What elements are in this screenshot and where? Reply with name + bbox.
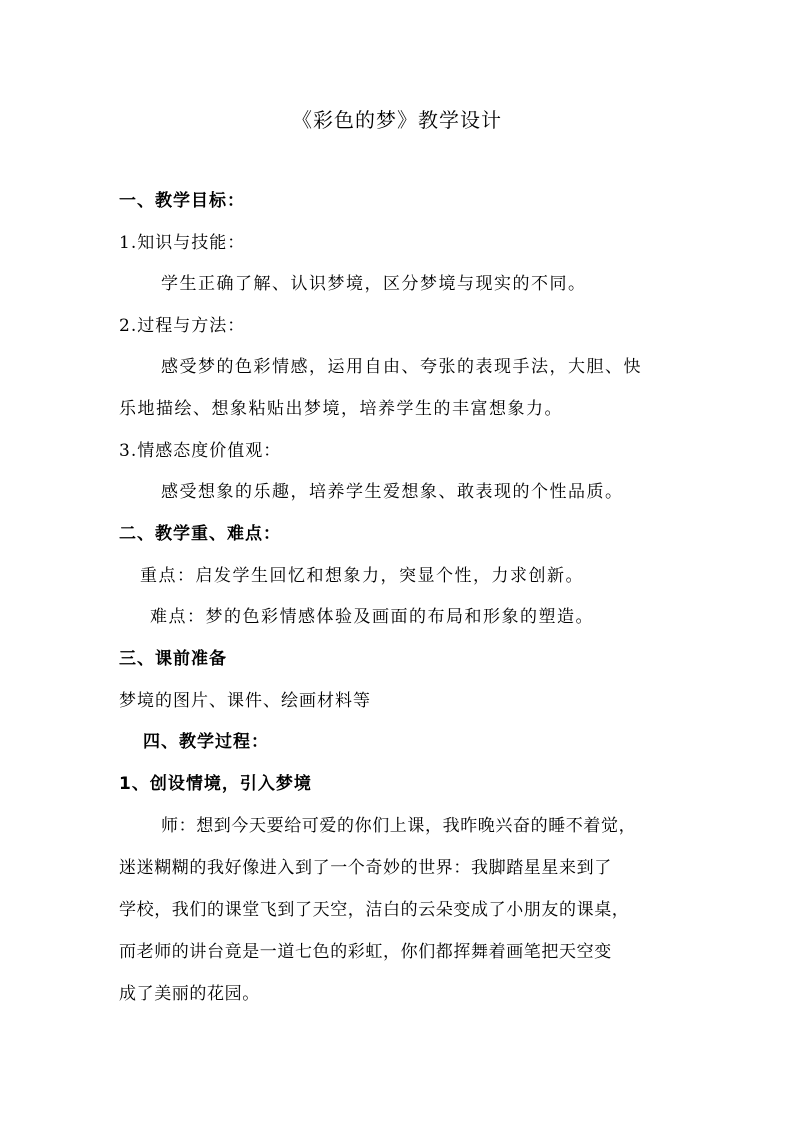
section-heading-objectives: 一、教学目标： [119,191,245,211]
section-heading-key-points: 二、教学重、难点： [119,524,281,544]
objective-1-label: 1.知识与技能： [119,233,246,253]
step-1-heading: 1、创设情境，引入梦境 [119,774,312,794]
key-point-text: 重点：启发学生回忆和想象力，突显个性，力求创新。 [140,566,584,586]
difficulty-text: 难点：梦的色彩情感体验及画面的布局和形象的塑造。 [150,607,594,627]
objective-2-text-line-2: 乐地描绘、想象粘贴出梦境，培养学生的丰富想象力。 [119,399,563,419]
objective-2-label: 2.过程与方法： [119,316,246,336]
document-title: 《彩色的梦》教学设计 [292,108,502,132]
paragraph-line: 师：想到今天要给可爱的你们上课，我昨晚兴奋的睡不着觉， [161,816,637,836]
paragraph-line: 迷迷糊糊的我好像进入到了一个奇妙的世界：我脚踏星星来到了 [119,858,612,878]
paragraph-line: 成了美丽的花园。 [119,984,260,1004]
objective-1-text: 学生正确了解、认识梦境，区分梦境与现实的不同。 [161,274,587,294]
paragraph-line: 学校，我们的课堂飞到了天空，洁白的云朵变成了小朋友的课桌， [119,900,630,920]
section-heading-process: 四、教学过程： [143,732,269,752]
objective-3-text: 感受想象的乐趣，培养学生爱想象、敢表现的个性品质。 [161,482,624,502]
objective-3-label: 3.情感态度价值观： [119,441,282,461]
objective-2-text-line-1: 感受梦的色彩情感，运用自由、夸张的表现手法，大胆、快 [161,357,642,377]
paragraph-line: 而老师的讲台竟是一道七色的彩虹，你们都挥舞着画笔把天空变 [119,942,612,962]
preparation-text: 梦境的图片、课件、绘画材料等 [119,691,371,711]
section-heading-preparation: 三、课前准备 [119,649,227,669]
